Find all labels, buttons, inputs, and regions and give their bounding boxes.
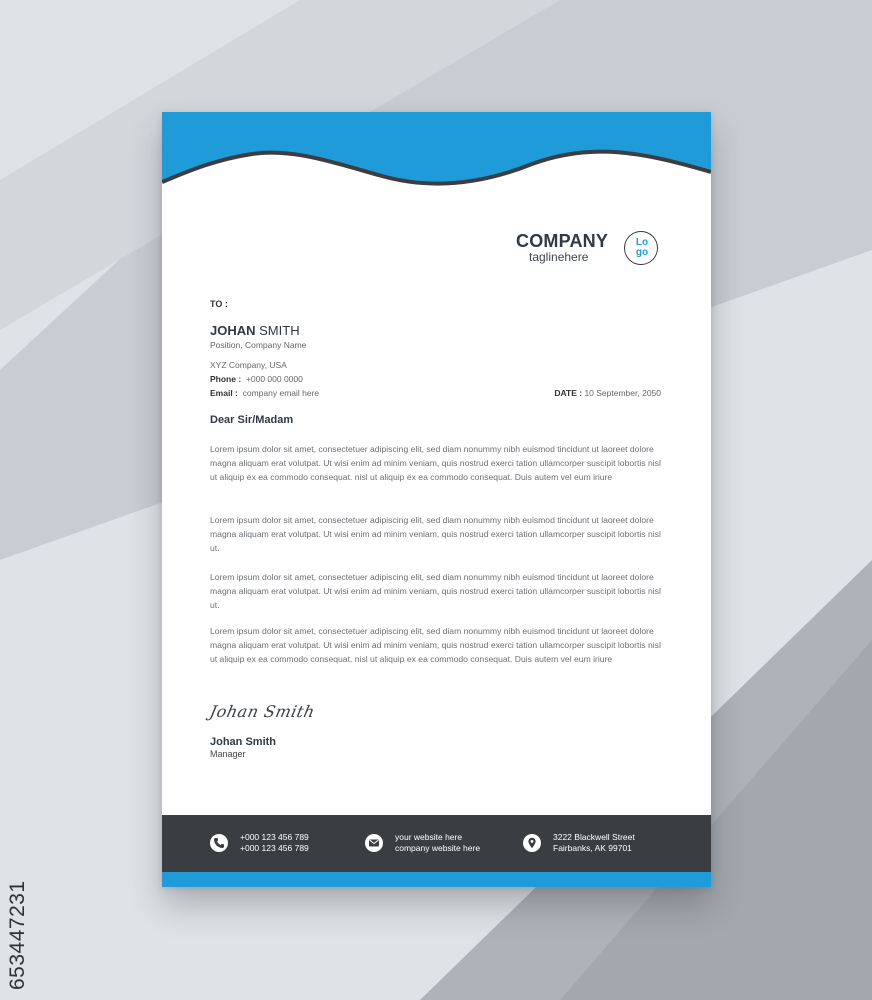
body-paragraph: Lorem ipsum dolor sit amet, consectetuer adipiscing elit, sed diam nonummy nibh euismod tincidunt ut laoreet dolore magna aliquam erat volutpat. Ut wisi enim ad minim veniam, quis nostrud exerci tation ullamcorper suscipit lobortis nisl ut aliquip ex ea commodo consequat. nisl ut aliquip ex ea commodo consequat. Duis autem vel eum iriure: [210, 626, 661, 664]
logo-badge: [624, 231, 658, 265]
recipient-last-name: SMITH: [259, 323, 300, 338]
header-wave: [162, 112, 711, 192]
location-pin-icon: [523, 834, 541, 852]
body-paragraph: Lorem ipsum dolor sit amet, consectetuer adipiscing elit, sed diam nonummy nibh euismod tincidunt ut laoreet dolore magna aliquam erat volutpat. Ut wisi enim ad minim veniam, quis nostrud exerci tation ullamcorper suscipit lobortis nisl ut.: [210, 572, 661, 610]
recipient-position: Position, Company Name: [210, 340, 307, 350]
date-value: 10 September, 2050: [584, 388, 661, 398]
body-paragraph: Lorem ipsum dolor sit amet, consectetuer adipiscing elit, sed diam nonummy nibh euismod tincidunt ut laoreet dolore magna aliquam erat volutpat. Ut wisi enim ad minim veniam, quis nostrud exerci tation ullamcorper suscipit lobortis nisl ut.: [210, 515, 661, 553]
phone-label: Phone :: [210, 374, 242, 384]
company-logo-block: [516, 231, 666, 269]
signer-name: Johan Smith: [210, 736, 277, 748]
letterhead-page: [162, 112, 711, 887]
salutation: Dear Sir/Madam: [210, 414, 294, 426]
mail-icon: [365, 834, 383, 852]
email-value: company email here: [242, 388, 320, 398]
to-label: TO :: [210, 299, 228, 309]
footer-phone-text: [240, 832, 309, 854]
phone-value: +000 000 0000: [245, 374, 303, 384]
date-label: DATE :: [554, 388, 583, 398]
recipient-name: [210, 323, 300, 338]
recipient-phone: [210, 374, 303, 384]
phone-line-1: +000 123 456 789: [240, 832, 309, 842]
footer-website-text: [395, 832, 480, 854]
stock-id-text: 653447231: [6, 880, 29, 990]
signer-title: Manager: [210, 749, 246, 759]
address-line-2: Fairbanks, AK 99701: [553, 843, 632, 853]
website-line-2: company website here: [395, 843, 481, 853]
address-line-1: 3222 Blackwell Street: [553, 832, 635, 842]
phone-icon: [210, 834, 228, 852]
company-name: COMPANY: [516, 231, 609, 251]
phone-line-2: +000 123 456 789: [240, 843, 309, 853]
recipient-email: [210, 388, 319, 398]
body-paragraph: Lorem ipsum dolor sit amet, consectetuer adipiscing elit, sed diam nonummy nibh euismod tincidunt ut laoreet dolore magna aliquam erat volutpat. Ut wisi enim ad minim veniam, quis nostrud exerci tation ullamcorper suscipit lobortis nisl ut aliquip ex ea commodo consequat. nisl ut aliquip ex ea commodo consequat. Duis autem vel eum iriure: [210, 444, 661, 482]
footer-bar: [162, 815, 711, 872]
date-line: [554, 388, 661, 398]
footer-address-text: [553, 832, 635, 854]
website-line-1: your website here: [395, 832, 463, 842]
recipient-first-name: JOHAN: [210, 323, 256, 338]
company-tagline: taglinehere: [529, 250, 589, 264]
footer-accent-strip: [162, 872, 711, 887]
handwritten-signature: Johan Smith: [207, 702, 317, 721]
logo-text: Lo go: [635, 237, 649, 258]
recipient-address: XYZ Company, USA: [210, 360, 287, 370]
email-label: Email :: [210, 388, 238, 398]
